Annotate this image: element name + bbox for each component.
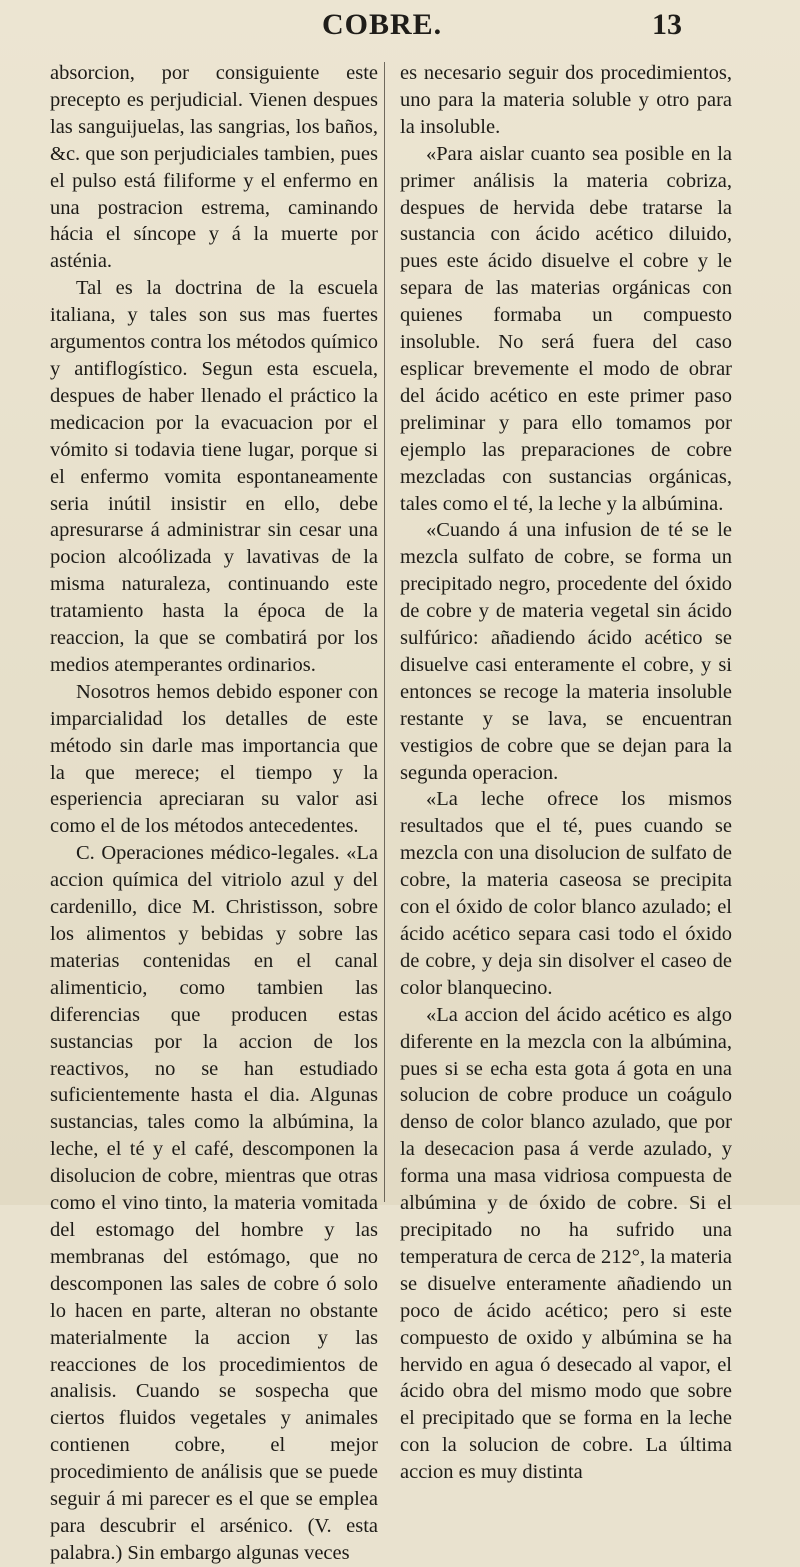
paragraph: «Para aislar cuanto sea posible en la primer análisis la materia cobriza, despues de hervida debe tratarse la sustancia con ácido acético diluido, pues este ácido disuelve el cobre y le separa de las materias orgánicas con quienes formaba un compuesto insoluble. No será fuera del caso esplicar brevemente el modo de obrar del ácido acético en este primer paso preliminar y para ello tomamos por ejemplo las preparaciones de cobre mezcladas con sustancias orgánicas, tales como el té, la leche y la albúmina. [400,142,732,515]
paragraph: «Cuando á una infusion de té se le mezcla sulfato de cobre, se forma un precipitado negro, procedente del óxido de cobre y de materia vegetal sin ácido sulfúrico: añadiendo ácido acético se disuelve casi enteramente el cobre, y si entonces se recoge la materia insoluble restante y se lava, se encuentran vestigios de cobre que se dejan para la segunda operacion. [400,519,732,784]
page-header [0,8,800,48]
paragraph: «La leche ofrece los mismos resultados que el té, pues cuando se mezcla con una disolucion de sulfato de cobre, la materia caseosa se precipita con el óxido de color blanco azulado; el ácido acético separa casi todo el óxido de cobre, y deja sin disolver el caseo de color blanquecino. [400,788,732,999]
paragraph: Tal es la doctrina de la escuela italiana, y tales son sus mas fuertes argumentos contra los métodos químico y antiflogístico. Segun esta escuela, despues de haber llenado el práctico la medicacion por la evacuacion por el vómito si todavia tiene lugar, porque si el enfermo vomita espontaneamente seria inútil insistir en ello, debe apresurarse á administrar sin cesar una pocion alcoólizada y lavativas de la misma naturaleza, continuando este tratamiento hasta la época de la reaccion, la que se combatirá por los medios atemperantes ordinarios. [50,277,378,676]
paragraph: C. Operaciones médico-legales. «La accion química del vitriolo azul y del cardenillo, dice M. Christisson, sobre los alimentos y bebidas y sobre las materias contenidas en el canal alimenticio, como tambien las diferencias que producen estas sustancias por la accion de los reactivos, no se han estudiado suficientemente hasta el dia. Algunas sustancias, tales como la albúmina, la leche, el té y el café, descomponen la disolucion de cobre, mientras que otras como el vino tinto, la materia vomitada del estomago del hombre y las membranas del estómago, que no descomponen las sales de cobre ó solo lo hacen en parte, alteran no obstante materialmente la accion y las reacciones de los procedimientos de analisis. Cuando se sospecha que ciertos fluidos vegetales y animales contienen cobre, el mejor procedimiento de análisis que se puede seguir á mi parecer es el que se emplea para descubrir el arsénico. (V. esta palabra.) Sin embargo algunas veces [50,842,378,1564]
left-column [50,60,378,1567]
paragraph: absorcion, por consiguiente este precepto es perjudicial. Vienen despues las sanguijuelas, las sangrias, los baños, &c. que son perjudiciales tambien, pues el pulso está filiforme y el enfermo en una postracion estrema, caminando hácia el síncope y á la muerte por asténia. [50,62,378,273]
running-head: COBRE. [322,8,443,41]
paragraph: «La accion del ácido acético es algo diferente en la mezcla con la albúmina, pues si se echa esta gota á gota en una solucion de cobre produce un coágulo denso de color blanco azulado, que por la desecacion pasa á verde azulado, y forma una masa vidriosa compuesta de albúmina y de óxido de cobre. Si el precipitado no ha sufrido una temperatura de cerca de 212°, la materia se disuelve enteramente añadiendo un poco de ácido acético; pero si este compuesto de oxido y albúmina se ha hervido en agua ó desecado al vapor, el ácido obra del mismo modo que sobre el precipitado que se forma en la leche con la solucion de cobre. La última accion es muy distinta [400,1003,732,1484]
paragraph: es necesario seguir dos procedimientos, uno para la materia soluble y otro para la insoluble. [400,62,732,138]
page-number: 13 [652,8,682,41]
right-column [400,60,732,1486]
paragraph: Nosotros hemos debido esponer con imparcialidad los detalles de este método sin darle mas importancia que la que merece; el tiempo y la esperiencia apreciaran su valor asi como el de los métodos antecedentes. [50,680,378,838]
column-divider [384,62,385,1202]
